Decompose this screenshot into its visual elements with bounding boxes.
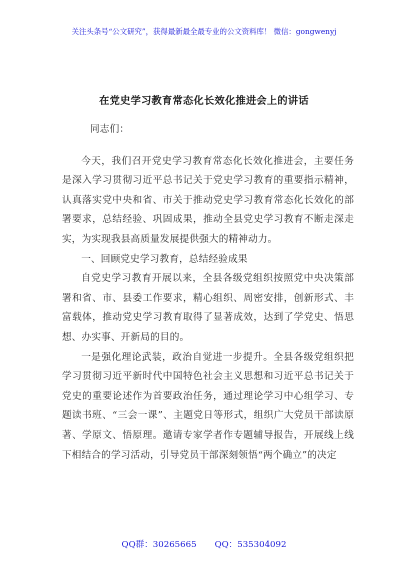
body-paragraph: 自党史学习教育开展以来，全县各级党组织按照党中央决策部署和省、市、县委工作要求，精心组织、周密安排，创新形式、丰富载体，推动党史学习教育取得了显著成效，达到了学党史、悟思想、办实事、开新局的目的。	[62, 273, 354, 343]
document-body	[62, 120, 354, 465]
body-paragraph: 一是强化理论武装，政治自觉进一步提升。全县各级党组织把学习贯彻习近平新时代中国特色社会主义思想和习近平总书记关于党史的重要论述作为首要政治任务，通过理论学习中心组学习、专题读书班、“三会一课”、主题党日等形式，组织广大党员干部读原著、学原文、悟原理。邀请专家学者作专题辅导报告，开展线上线下相结合的学习活动，引导党员干部深刻领悟“两个确立”的决定	[62, 351, 354, 461]
intro-paragraph: 今天，我们召开党史学习教育常态化长效化推进会，主要任务是深入学习贯彻习近平总书记关于党史学习教育的重要指示精神，认真落实党中央和省、市关于推动党史学习教育常态化长效化的部署要求，总结经验、巩固成果，推动全县党史学习教育不断走深走实，为实现我县高质量发展提供强大的精神动力。	[62, 155, 354, 245]
document-title: 在党史学习教育常态化长效化推进会上的讲话	[99, 95, 309, 107]
salutation: 同志们：	[90, 124, 130, 135]
qq-group: QQ群：30265665	[121, 540, 197, 550]
qq-number: QQ：535304092	[214, 540, 287, 550]
section-heading: 一、回顾党史学习教育，总结经验成果	[81, 253, 248, 265]
footer-contact	[0, 538, 408, 550]
header-note: 关注头条号“公文研究”，获得最新最全最专业的公文资料库！ 微信：gongwenyj	[71, 27, 337, 36]
